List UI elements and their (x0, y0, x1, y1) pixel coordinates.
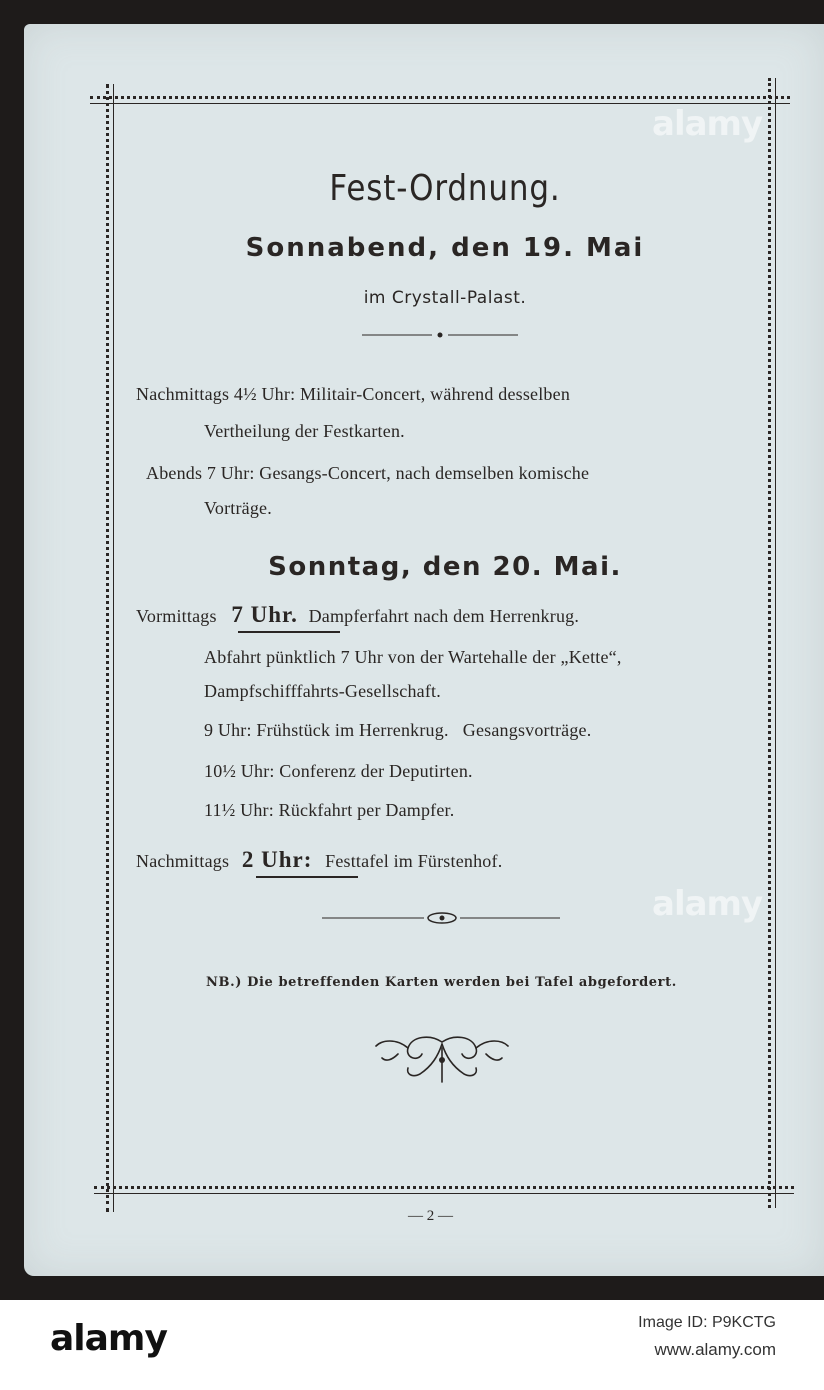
day1-entry1-line2: Vertheilung der Festkarten. (204, 421, 405, 441)
footer-image-id: Image ID: P9KCTG (638, 1314, 776, 1331)
day1-heading: Sonnabend, den 19. Mai (245, 233, 645, 263)
morning-prefix: Vormittags (136, 606, 217, 626)
detail-line-3: 9 Uhr: Frühstück im Herrenkrug. Gesangsvorträge. (204, 720, 592, 740)
afternoon-prefix: Nachmittags (136, 851, 230, 871)
afternoon-time-underline (256, 876, 358, 878)
page-number: — 2 — (408, 1208, 453, 1224)
page-title: Fest-Ordnung. (329, 168, 561, 209)
detail-line-1: Abfahrt pünktlich 7 Uhr von der Wartehalle der „Kette“, (204, 647, 622, 667)
afternoon-time: 2 Uhr: (241, 847, 313, 872)
watermark-footer (0, 1300, 824, 1390)
detail-line-4: 10½ Uhr: Conferenz der Deputirten. (204, 761, 473, 781)
footer-logo: alamy (50, 1318, 167, 1359)
day1-entry2-line1: Abends 7 Uhr: Gesangs-Concert, nach demselben komische (146, 463, 590, 483)
divider-ornament-small (360, 328, 520, 342)
day2-heading: Sonntag, den 20. Mai. (268, 552, 622, 582)
detail-line-5: 11½ Uhr: Rückfahrt per Dampfer. (204, 800, 455, 820)
day2-morning-row (136, 602, 579, 628)
day1-location: im Crystall-Palast. (363, 288, 527, 308)
morning-time: 7 Uhr. (231, 602, 298, 627)
border-bottom (94, 1186, 794, 1194)
footer-url: www.alamy.com (654, 1340, 776, 1359)
detail-line-2: Dampfschifffahrts-Gesellschaft. (204, 681, 441, 701)
morning-text: Dampferfahrt nach dem Herrenkrug. (308, 606, 580, 626)
border-left (106, 84, 114, 1212)
border-top (90, 96, 790, 104)
day2-afternoon-row (136, 847, 502, 873)
day1-entry2-line2: Vorträge. (204, 498, 272, 518)
watermark-top: alamy (652, 104, 763, 144)
morning-time-underline (238, 631, 340, 633)
divider-ornament-eye (320, 908, 564, 928)
watermark-middle: alamy (652, 884, 763, 924)
day1-entry1-line1: Nachmittags 4½ Uhr: Militair-Concert, während desselben (136, 384, 571, 404)
note-text: NB.) Die betreffenden Karten werden bei Tafel abgefordert. (206, 975, 677, 990)
flourish-ornament (372, 1030, 512, 1086)
afternoon-text: Festtafel im Fürstenhof. (325, 851, 503, 871)
